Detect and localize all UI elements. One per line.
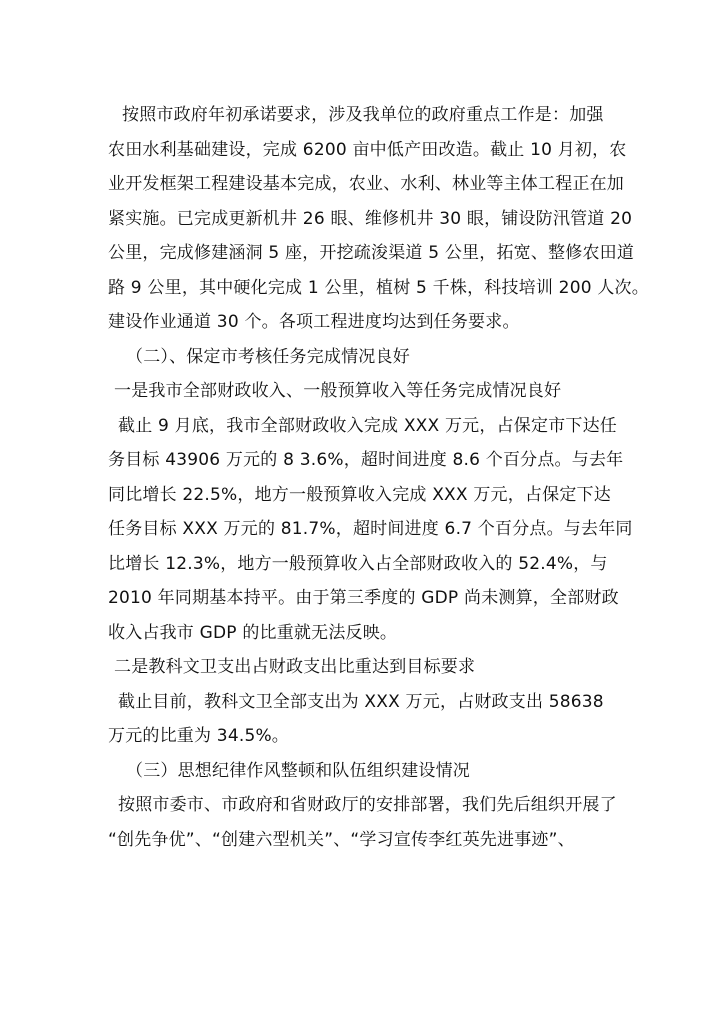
text-line: 2010 年同期基本持平。由于第三季度的 GDP 尚未测算，全部财政 (108, 588, 619, 608)
section-heading: （二）、保定市考核任务完成情况良好 (126, 346, 410, 367)
text-line: 业开发框架工程建设基本完成，农业、水利、林业等主体工程正在加 (108, 174, 624, 194)
text-line: 任务目标 XXX 万元的 81.7%，超时间进度 6.7 个百分点。与去年同 (108, 519, 633, 539)
text-line: 公里，完成修建涵洞 5 座，开挖疏浚渠道 5 公里，拓宽、整修农田道 (108, 243, 635, 263)
text-line: 比增长 12.3%，地方一般预算收入占全部财政收入的 52.4%，与 (108, 553, 608, 574)
subheading: 二是教科文卫支出占财政支出比重达到目标要求 (114, 657, 476, 677)
text-line: 建设作业通道 30 个。各项工程进度均达到任务要求。 (108, 312, 520, 332)
text-line: 收入占我市 GDP 的比重就无法反映。 (108, 622, 398, 643)
text-line: 截止 9 月底，我市全部财政收入完成 XXX 万元，占保定市下达任 (118, 415, 617, 436)
text-line: 万元的比重为 34.5%。 (108, 726, 290, 746)
document-page (108, 98, 649, 857)
text-line: 农田水利基础建设，完成 6200 亩中低产田改造。截止 10 月初，农 (108, 139, 627, 160)
text-line: 紧实施。已完成更新机井 26 眼、维修机井 30 眼，铺设防汛管道 20 (108, 208, 633, 229)
text-line: 按照市委市、市政府和省财政厅的安排部署，我们先后组织开展了 (118, 795, 617, 815)
text-line: 路 9 公里，其中硬化完成 1 公里，植树 5 千株，科技培训 200 人次。 (108, 277, 649, 298)
text-line: 务目标 43906 万元的 8 3.6%，超时间进度 8.6 个百分点。与去年 (108, 450, 624, 470)
subheading: 一是我市全部财政收入、一般预算收入等任务完成情况良好 (114, 381, 562, 401)
text-line: 截止目前，教科文卫全部支出为 XXX 万元，占财政支出 58638 (118, 691, 604, 712)
text-line: 同比增长 22.5%，地方一般预算收入完成 XXX 万元，占保定下达 (108, 484, 611, 505)
text-line: 按照市政府年初承诺要求，涉及我单位的政府重点工作是：加强 (122, 105, 604, 125)
section-heading: （三）思想纪律作风整顿和队伍组织建设情况 (126, 760, 470, 781)
text-line: “创先争优”、“创建六型机关”、“学习宣传李红英先进事迹”、 (108, 829, 575, 850)
